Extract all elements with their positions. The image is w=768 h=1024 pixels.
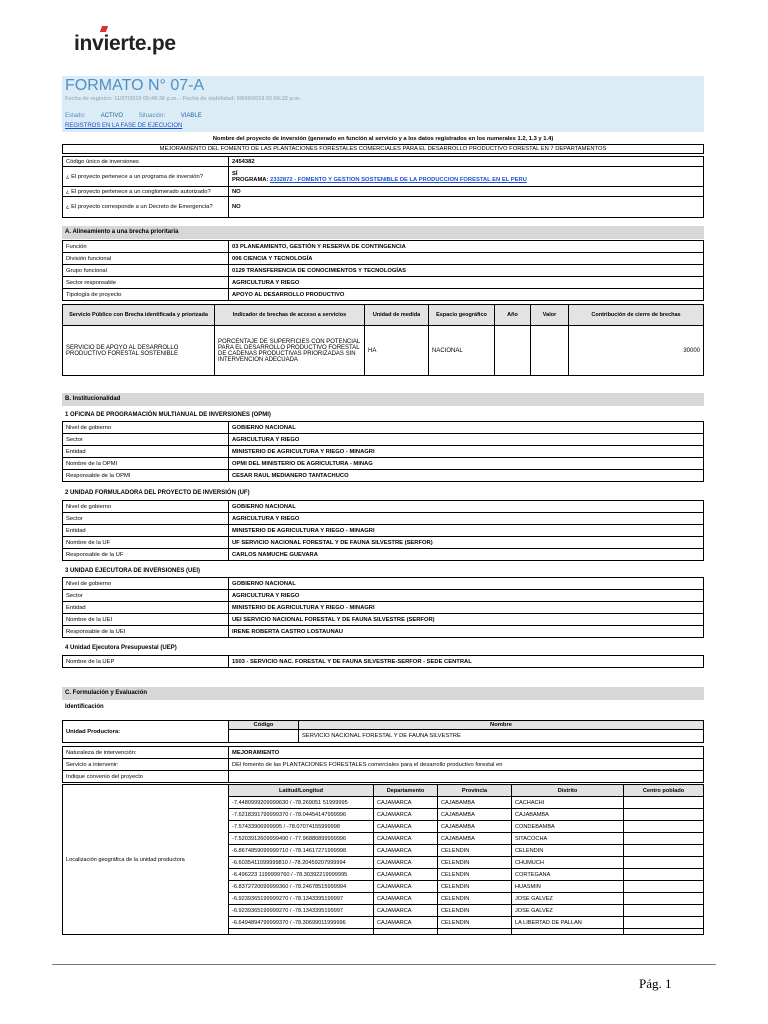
loc-spacer: [624, 929, 704, 935]
situation: Situación: VIABLE: [138, 113, 202, 119]
loc-dist: CACHACHI: [512, 797, 624, 809]
gap-service: SERVICIO DE APOYO AL DESARROLLO PRODUCTIVO FORESTAL SOSTENIBLE: [63, 326, 215, 376]
service-value: DEl fomento de las PLANTACIONES FORESTALES comerciales para el desarrollo productivo forestal en: [229, 759, 704, 771]
row-value: APOYO AL DESARROLLO PRODUCTIVO: [229, 289, 704, 301]
loc-header: Provincia: [438, 785, 512, 797]
loc-header: Departamento: [374, 785, 438, 797]
row-value: GOBIERNO NACIONAL: [229, 501, 704, 513]
loc-latlon: -6.496223 1199999760 / -78.30392219999995: [229, 869, 374, 881]
loc-latlon: -7.5203912609999490 / -77.96880899999996: [229, 833, 374, 845]
loc-center: [624, 845, 704, 857]
loc-prov: CELENDIN: [438, 893, 512, 905]
loc-dist: CELENDIN: [512, 845, 624, 857]
uf-table: [62, 500, 704, 561]
uep-heading: 4 Unidad Ejecutora Presupuestal (UEP): [65, 645, 177, 651]
uf-heading: 2 UNIDAD FORMULADORA DEL PROYECTO DE INVERSIÓN (UF): [65, 490, 250, 496]
loc-dist: CORTEGANA: [512, 869, 624, 881]
uep-table: [62, 655, 704, 668]
loc-dept: CAJAMARCA: [374, 905, 438, 917]
loc-prov: CELENDIN: [438, 905, 512, 917]
page-number: Pág. 1: [639, 976, 672, 991]
form-title: FORMATO N° 07-A: [65, 77, 205, 94]
loc-spacer: [374, 929, 438, 935]
loc-prov: CAJABAMBA: [438, 797, 512, 809]
loc-dist: HUASMIN: [512, 881, 624, 893]
loc-dist: JOSE GALVEZ: [512, 893, 624, 905]
row-label: Grupo funcional: [63, 265, 229, 277]
loc-center: [624, 809, 704, 821]
row-label: Sector: [63, 590, 229, 602]
code-value: 2454382: [229, 157, 704, 167]
project-name: MEJORAMIENTO DEL FOMENTO DE LAS PLANTACIONES FORESTALES COMERCIALES PARA EL DESARROLLO PRODUCTIVO FORESTAL EN 7 DEPARTAMENTOS: [62, 144, 704, 154]
state: Estado: ACTIVO: [65, 113, 124, 119]
loc-center: [624, 821, 704, 833]
row-value: 1503 - SERVICIO NAC. FORESTAL Y DE FAUNA SILVESTRE-SERFOR - SEDE CENTRAL: [229, 656, 704, 668]
row-label: Nivel de gobierno: [63, 422, 229, 434]
row-label: Entidad: [63, 602, 229, 614]
loc-latlon: -6.6494894799999370 / -78.30699011999996: [229, 917, 374, 929]
row-label: Nombre de la UEI: [63, 614, 229, 626]
loc-header: Distrito: [512, 785, 624, 797]
loc-header: Latitud/Longitud: [229, 785, 374, 797]
row-value: AGRICULTURA Y RIEGO: [229, 434, 704, 446]
row-label: Nivel de gobierno: [63, 578, 229, 590]
row-value: MINISTERIO DE AGRICULTURA Y RIEGO - MINAGRI: [229, 446, 704, 458]
row-label: Responsable de la UEI: [63, 626, 229, 638]
row-label: Entidad: [63, 525, 229, 537]
row-label: Tipología de proyecto: [63, 289, 229, 301]
row-value: GOBIERNO NACIONAL: [229, 422, 704, 434]
invierte-pe-logo: [74, 32, 176, 56]
row-value: IRENE ROBERTA CASTRO LOSTAUNAU: [229, 626, 704, 638]
loc-center: [624, 905, 704, 917]
gap-value: [531, 326, 569, 376]
loc-prov: CELENDIN: [438, 881, 512, 893]
state-line: [65, 113, 216, 119]
loc-prov: CELENDIN: [438, 917, 512, 929]
row-value: MINISTERIO DE AGRICULTURA Y RIEGO - MINAGRI: [229, 602, 704, 614]
loc-prov: CELENDIN: [438, 845, 512, 857]
section-a-title: A. Alineamiento a una brecha prioritaria: [62, 226, 704, 239]
loc-dept: CAJAMARCA: [374, 893, 438, 905]
loc-dist: LA LIBERTAD DE PALLAN: [512, 917, 624, 929]
logo-text: invierte.pe: [74, 32, 176, 55]
row-label: Entidad: [63, 446, 229, 458]
loc-dept: CAJAMARCA: [374, 797, 438, 809]
loc-latlon: -6.8674859099999710 / -78.14617271999998: [229, 845, 374, 857]
loc-spacer: [512, 929, 624, 935]
gap-header: Indicador de brechas de acceso a servicios: [215, 305, 365, 326]
gap-header: Valor: [531, 305, 569, 326]
loc-latlon: -7.6218391799999370 / -78.04454147999996: [229, 809, 374, 821]
row-value: MINISTERIO DE AGRICULTURA Y RIEGO - MINAGRI: [229, 525, 704, 537]
loc-latlon: -7.57433906999995 / -78.07074155999998: [229, 821, 374, 833]
project-name-label: Nombre del proyecto de inversión (generado en función al servicio y a los datos registrados en los numerales 1.2, 1.3 y 1.4): [212, 136, 554, 142]
agreement-label: Indique convenio del proyecto: [63, 771, 229, 783]
nature-value: MEJORAMIENTO: [229, 747, 704, 759]
service-label: Servicio a intervenir:: [63, 759, 229, 771]
loc-center: [624, 857, 704, 869]
execution-phase-link[interactable]: REGISTROS EN LA FASE DE EJECUCION: [65, 123, 183, 129]
row-value: AGRICULTURA Y RIEGO: [229, 513, 704, 525]
row-value: GOBIERNO NACIONAL: [229, 578, 704, 590]
gap-header: Año: [495, 305, 531, 326]
loc-spacer: [229, 929, 374, 935]
loc-latlon: -6.9239365199999270 / -78.1343395199997: [229, 893, 374, 905]
loc-prov: CAJABAMBA: [438, 833, 512, 845]
loc-center: [624, 917, 704, 929]
alignment-table: [62, 240, 704, 301]
row-label: Sector: [63, 513, 229, 525]
gap-year: [495, 326, 531, 376]
loc-dept: CAJAMARCA: [374, 821, 438, 833]
row-label: Responsable de la OPMI: [63, 470, 229, 482]
gap-table: [62, 304, 704, 376]
loc-latlon: -7.4480999209999630 / -78.269051 51999995: [229, 797, 374, 809]
loc-dept: CAJAMARCA: [374, 917, 438, 929]
nature-label: Naturaleza de intervención:: [63, 747, 229, 759]
loc-dist: SITACOCHA: [512, 833, 624, 845]
loc-header: Centro poblado: [624, 785, 704, 797]
name-header: Nombre: [299, 721, 704, 730]
section-b-title: B. Institucionalidad: [62, 393, 704, 406]
loc-dist: CHUMUCH: [512, 857, 624, 869]
program-link[interactable]: 2332872 - FOMENTO Y GESTION SOSTENIBLE DE LA PRODUCCION FORESTAL EN EL PERU: [270, 176, 527, 183]
loc-dist: CAJABAMBA: [512, 809, 624, 821]
row-label: Función: [63, 241, 229, 253]
identification-table: [62, 720, 704, 743]
loc-dist: CONDEBAMBA: [512, 821, 624, 833]
row-label: Nombre de la UF: [63, 537, 229, 549]
row-label: Sector: [63, 434, 229, 446]
emergency-question: ¿ El proyecto corresponde a un Decreto de Emergencia?: [63, 197, 229, 218]
loc-prov: CELENDIN: [438, 869, 512, 881]
program-question: ¿ El proyecto pertenece a un programa de inversión?: [63, 167, 229, 187]
registration-dates: Fecha de registro: 11/07/2019 05:48:36 p.m. - Fecha de viabilidad: 09/09/2019 03:56:22 p.m.: [65, 96, 301, 102]
footer-divider: [52, 964, 716, 965]
loc-center: [624, 869, 704, 881]
row-label: División funcional: [63, 253, 229, 265]
loc-dist: JOSE GALVEZ: [512, 905, 624, 917]
unit-code: [229, 730, 299, 743]
row-label: Sector responsable: [63, 277, 229, 289]
intervention-table: [62, 746, 704, 783]
location-label: Localización geográfica de la unidad productora: [63, 785, 229, 935]
gap-header: Contribución de cierre de brechas: [569, 305, 704, 326]
row-label: Nombre de la OPMI: [63, 458, 229, 470]
row-value: CARLOS NAMUCHE GUEVARA: [229, 549, 704, 561]
location-table: [62, 784, 704, 935]
opmi-heading: 1 OFICINA DE PROGRAMACIÓN MULTIANUAL DE INVERSIONES (OPMI): [65, 412, 271, 418]
row-value: 03 PLANEAMIENTO, GESTIÓN Y RESERVA DE CONTINGENCIA: [229, 241, 704, 253]
loc-prov: CAJABAMBA: [438, 809, 512, 821]
loc-center: [624, 881, 704, 893]
loc-latlon: -6.9239365199999270 / -78.1343395199997: [229, 905, 374, 917]
row-value: CESAR RAUL MEDIANERO TANTACHUCO: [229, 470, 704, 482]
loc-center: [624, 797, 704, 809]
emergency-answer: NO: [229, 197, 704, 218]
loc-dept: CAJAMARCA: [374, 809, 438, 821]
code-header: Código: [229, 721, 299, 730]
gap-unit: HA: [365, 326, 429, 376]
uei-table: [62, 577, 704, 638]
section-c-title: C. Formulación y Evaluación: [62, 687, 704, 700]
row-value: UF SERVICIO NACIONAL FORESTAL Y DE FAUNA SILVESTRE (SERFOR): [229, 537, 704, 549]
loc-dept: CAJAMARCA: [374, 833, 438, 845]
gap-indicator: PORCENTAJE DE SUPERFICIES CON POTENCIAL PARA EL DESARROLLO PRODUCTIVO FORESTAL DE CADENAS PRODUCTIVAS PRIORIZADAS SIN INTERVENCION ADECUADA: [215, 326, 365, 376]
agreement-value: [229, 771, 704, 783]
uei-heading: 3 UNIDAD EJECUTORA DE INVERSIONES (UEI): [65, 568, 201, 574]
row-value: AGRICULTURA Y RIEGO: [229, 590, 704, 602]
gap-header: Unidad de medida: [365, 305, 429, 326]
row-value: 0129 TRANSFERENCIA DE CONOCIMIENTOS Y TECNOLOGÍAS: [229, 265, 704, 277]
conglomerate-question: ¿ El proyecto pertenece a un conglomerado autorizado?: [63, 187, 229, 197]
loc-latlon: -6.8372720099999360 / -78.24678515999994: [229, 881, 374, 893]
conglomerate-answer: NO: [229, 187, 704, 197]
code-label: Código único de inversiones: [63, 157, 229, 167]
program-answer: SÍ PROGRAMA: 2332872 - FOMENTO Y GESTION SOSTENIBLE DE LA PRODUCCION FORESTAL EN EL PERU: [229, 167, 704, 187]
loc-spacer: [438, 929, 512, 935]
gap-space: NACIONAL: [429, 326, 495, 376]
row-value: OPMI DEL MINISTERIO DE AGRICULTURA - MINAG: [229, 458, 704, 470]
loc-center: [624, 833, 704, 845]
loc-dept: CAJAMARCA: [374, 857, 438, 869]
loc-dept: CAJAMARCA: [374, 881, 438, 893]
loc-prov: CELENDIN: [438, 857, 512, 869]
unit-label: Unidad Productora:: [63, 721, 229, 743]
identification-heading: Identificación: [65, 704, 104, 710]
gap-header: Espacio geográfico: [429, 305, 495, 326]
unit-name: SERVICIO NACIONAL FORESTAL Y DE FAUNA SILVESTRE: [299, 730, 704, 743]
project-info-table: [62, 156, 704, 218]
loc-dept: CAJAMARCA: [374, 845, 438, 857]
row-value: AGRICULTURA Y RIEGO: [229, 277, 704, 289]
row-value: 006 CIENCIA Y TECNOLOGÍA: [229, 253, 704, 265]
row-label: Responsable de la UF: [63, 549, 229, 561]
gap-contribution: 30000: [569, 326, 704, 376]
row-value: UEI SERVICIO NACIONAL FORESTAL Y DE FAUNA SILVESTRE (SERFOR): [229, 614, 704, 626]
row-label: Nivel de gobierno: [63, 501, 229, 513]
loc-center: [624, 893, 704, 905]
loc-latlon: -6.6035411099999810 / -78.20459207999994: [229, 857, 374, 869]
gap-header: Servicio Público con Brecha identificada y priorizada: [63, 305, 215, 326]
opmi-table: [62, 421, 704, 482]
loc-prov: CAJABAMBA: [438, 821, 512, 833]
row-label: Nombre de la UEP: [63, 656, 229, 668]
loc-dept: CAJAMARCA: [374, 869, 438, 881]
